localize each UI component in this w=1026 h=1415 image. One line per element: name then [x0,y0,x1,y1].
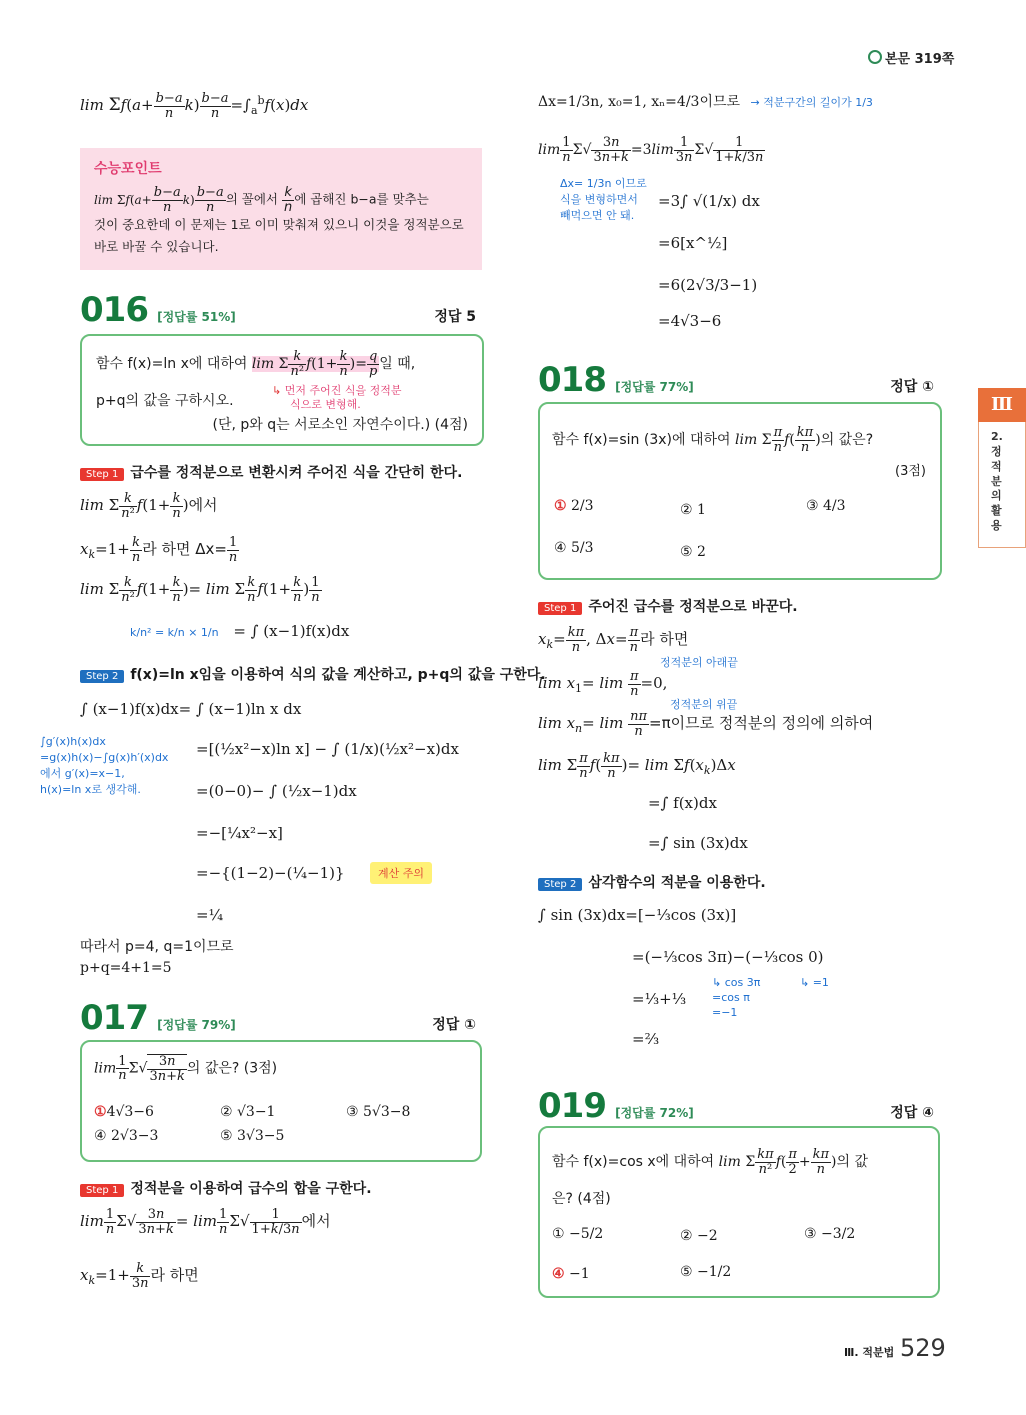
problem-018-box: 함수 f(x)=sin (3x)에 대하여 lim Σ $\frac{\pi}{n}$ f( $\frac{k\pi}{n}$ )의 값은? (3점) ① 2/3 ② 1 ③ 4/3 ④ 5/3 ⑤ 2 [538,402,942,580]
s018-step2-line4: =⅔ [632,1030,660,1048]
s016-line4: k/n² = k/n × 1/n = ∫ (x−1)f(x)dx [130,622,350,640]
highlighted-limit: lim Σ $\frac{k}{\text{n²}}$ f(1+ $\frac{k}{n}$ )= $\frac{q}{p}$ [251,349,378,379]
note-upper-limit: 정적분의 위끝 [670,698,738,711]
footer-chapter: Ⅲ. 적분법 [844,1346,895,1359]
suneung-text: lim Σf(a+ $\frac{b-a}{n}$ k) $\frac{b-a}{n}$ 의 꼴에서 $\frac{k}{n}$ 에 곱해진 b−a를 맞추는 것이 중요한데 이 문제는 1로 이미 맞춰져 있으니 이것을 정적분으로 바로 바꿀 수 있습니다. [94,185,464,255]
suneung-point-box [80,148,482,270]
choice-2[interactable]: ② −2 [680,1228,718,1244]
s016-step2-line2: =[(½x²−x)ln x] − ∫ (1/x)(½x²−x)dx [196,740,459,758]
r-line2: =6[x^½] [658,234,728,252]
answer-label: 정답 ① [432,1017,476,1033]
formula-top: lim Σf(a+ $\frac{b-a}{n}$ k) $\frac{b-a}{n}$ $=\int_a^bf(x)dx$ [80,91,309,121]
s016-line3: lim Σ $\frac{k}{\text{n²}}$ f(1+ $\frac{k}{n}$ )= lim Σ $\frac{k}{n}$ f(1+ $\frac{k}{n}$ ) $\frac{1}{n}$ [80,575,320,605]
s018-step2-line3: =⅓+⅓ [632,990,687,1008]
choice-4[interactable]: ④ 5/3 [554,540,594,556]
step2-016: Step 2 f(x)=ln x임을 이용하여 식의 값을 계산하고, p+q의 값을 구한다. [80,664,546,684]
choice-3[interactable]: ③ 4/3 [806,498,846,514]
note-lower-limit: 정적분의 아래끝 [660,656,738,669]
answer-label: 정답 5 [434,309,476,325]
s016-step2-line4: =−[¼x²−x] [196,824,283,842]
s016-side-note: ∫g′(x)h(x)dx =g(x)h(x)−∫g(x)h′(x)dx 에서 g′(x)=x−1, h(x)=ln x로 생각해. [40,735,169,796]
side-tab [978,388,1026,553]
r-line4: =4√3−6 [658,312,722,330]
step1-018: Step 1 주어진 급수를 정적분으로 바꾼다. [538,596,798,616]
r-top-line: Δx=1/3n, x₀=1, xₙ=4/3이므로 → 적분구간의 길이가 1/3 [538,94,873,110]
accuracy-rate: [정답률 72%] [615,1106,694,1120]
s016-step2-line5: =−{(1−2)−(¼−1)} [196,864,345,882]
s016-conclusion1: 따라서 p=4, q=1이므로 [80,939,234,955]
answer-label: 정답 ④ [890,1105,934,1121]
page-number: 529 [900,1334,946,1362]
s016-line1: lim Σ $\frac{k}{\text{n²}}$ f(1+ $\frac{k}{n}$ )에서 [80,491,218,521]
problem-017-box: lim $\frac{1}{n}$ Σ√ $\frac{3n}{3n+k}$ 의 값은? (3점) ①4√3−6 ② √3−1 ③ 5√3−8 ④ 2√3−3 ⑤ 3√3−5 [80,1040,482,1162]
side-tab-label: 2. 정적분의 활용 [978,422,1026,548]
page-header-ref: 본문 319쪽 [868,48,954,67]
note-cos: ↳ cos 3π =cos π =−1 [712,976,761,1019]
step1-017: Step 1 정적분을 이용하여 급수의 합을 구한다. [80,1178,372,1198]
accuracy-rate: [정답률 77%] [615,380,694,394]
s018-line2: $\lim x_1= \lim$ $\frac{\pi}{n}$ =0, [538,669,668,699]
step1-016: Step 1 급수를 정적분으로 변환시켜 주어진 식을 간단히 한다. [80,462,462,482]
s018-line3: $\lim x_n= \lim$ $\frac{n\pi}{n}$ =π이므로 정적분의 정의에 의하여 [538,709,874,739]
s016-conclusion2: p+q=4+1=5 [80,960,172,976]
s018-line6: =∫ sin (3x)dx [648,834,748,852]
accuracy-rate: [정답률 79%] [157,1018,236,1032]
choice-2[interactable]: ② √3−1 [220,1104,276,1120]
choice-4[interactable]: ④ −1 [552,1266,590,1282]
problem-016-header [80,290,480,330]
s018-step2-line2: =(−⅓cos 3π)−(−⅓cos 0) [632,948,824,966]
r-line-limit: lim $\frac{1}{n}$ Σ√ $\frac{3n}{3n+k}$ =3lim $\frac{1}{3n}$ Σ√ $\frac{1}{1+k/3n}$ [538,135,764,165]
problem-number: 017 [80,998,148,1038]
problem-number: 016 [80,290,148,330]
calc-caution-tag: 계산 주의 [370,862,432,884]
problem-number: 018 [538,360,606,400]
suneung-title: 수능포인트 [94,161,162,177]
problem-016-box: 함수 f(x)=ln x에 대하여 lim Σ $\frac{k}{\text{n²}}$ f(1+ $\frac{k}{n}$ )= $\frac{q}{p}$ 일 때, ↳ 먼저 주어진 식을 정적분 식으로 변형해. p+q의 값을 구하시오. (단, p와 q는 서로소인 자연수이다.) (4점) [80,334,484,446]
s018-line4: lim Σ $\frac{\pi}{n}$ f( $\frac{k\pi}{n}$ )= $\lim \Sigma f(x_k)\Delta x$ [538,751,736,781]
s016-step2-line3: =(0−0)− ∫ (½x−1)dx [196,782,357,800]
r-blue-note: Δx= 1/3n 이므로 식을 변형하면서 빼먹으면 안 돼. [560,177,647,222]
circle-icon [868,50,882,64]
problem-018-header [538,360,938,400]
choice-3[interactable]: ③ −3/2 [804,1226,856,1242]
choice-3[interactable]: ③ 5√3−8 [346,1104,411,1120]
choice-5[interactable]: ⑤ 3√3−5 [220,1128,285,1144]
problem-number: 019 [538,1086,606,1126]
r-line3: =6(2√3/3−1) [658,276,758,294]
choice-1[interactable]: ① 2/3 [554,498,594,514]
s016-line2: $x_k=1+$ $\frac{k}{n}$ 라 하면 Δx= $\frac{1}{n}$ [80,535,238,565]
choice-2[interactable]: ② 1 [680,502,706,518]
pink-note: ↳ 먼저 주어진 식을 정적분 식으로 변형해. [272,384,402,412]
s018-step2-line1: ∫ sin (3x)dx=[−⅓cos (3x)] [538,906,737,924]
s018-line1: $x_k=$ $\frac{k\pi}{n}$ , Δx= $\frac{\pi}{n}$ 라 하면 [538,625,689,655]
choice-4[interactable]: ④ 2√3−3 [94,1128,159,1144]
choice-1[interactable]: ① −5/2 [552,1226,604,1242]
problem-017-header [80,998,480,1038]
choice-1[interactable]: ①4√3−6 [94,1104,154,1120]
s017-line1: lim $\frac{1}{n}$ Σ√ $\frac{3n}{3n+k}$ = lim $\frac{1}{n}$ Σ√ $\frac{1}{1+k/3n}$ 에서 [80,1207,331,1237]
note-one: ↳ =1 [800,976,829,989]
r-line1: =3∫ √(1/x) dx [658,192,760,210]
choice-5[interactable]: ⑤ 2 [680,544,706,560]
problem-019-header [538,1086,938,1126]
problem-019-box: 함수 f(x)=cos x에 대하여 lim Σ $\frac{k\pi}{\text{n²}}$ f( $\frac{\pi}{2}$ + $\frac{k\pi}{n}$ )의 값 은? (4점) ① −5/2 ② −2 ③ −3/2 ④ −1 ⑤ −1/2 [538,1126,940,1298]
s016-step2-line6: =¼ [196,906,224,924]
answer-label: 정답 ① [890,379,934,395]
s018-line5: =∫ f(x)dx [648,794,717,812]
s017-line2: $x_k=1+$ $\frac{k}{3n}$ 라 하면 [80,1261,199,1291]
step2-018: Step 2 삼각함수의 적분을 이용한다. [538,872,766,892]
accuracy-rate: [정답률 51%] [157,310,236,324]
s016-step2-line1: ∫ (x−1)f(x)dx= ∫ (x−1)ln x dx [80,700,302,718]
choice-5[interactable]: ⑤ −1/2 [680,1264,732,1280]
side-tab-roman: Ⅲ [978,388,1026,422]
